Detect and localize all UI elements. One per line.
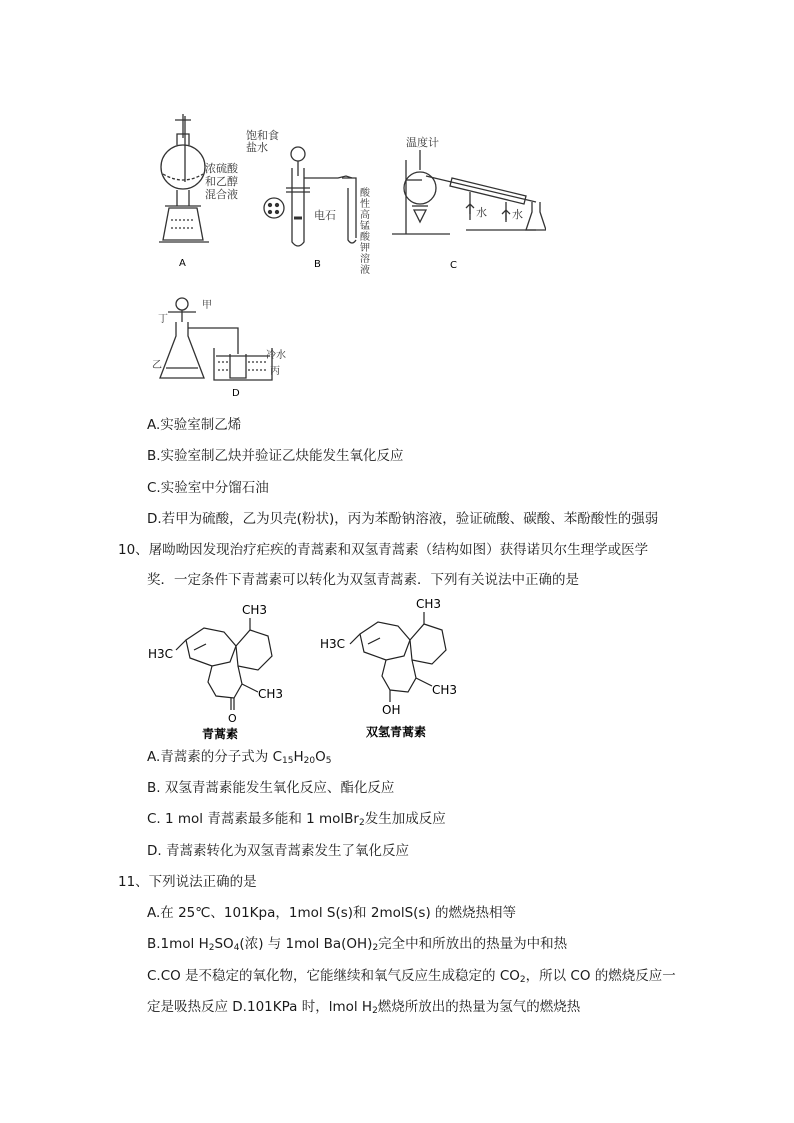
s2-oh: OH <box>382 703 401 717</box>
q11-option-a: A.在 25℃、101Kpa，1mol S(s)和 2molS(s) 的燃烧热相等 <box>147 905 517 921</box>
q10-option-c-sub: 2 <box>359 818 365 828</box>
label-c-water-2: 水 <box>512 208 523 221</box>
q11-option-b-sub1: 2 <box>208 943 215 953</box>
apparatus-figure-d <box>152 292 292 400</box>
label-d-cold-water: 冷水 <box>266 350 286 361</box>
label-a-1: 浓硫酸 <box>205 162 238 175</box>
q11-option-cd <box>147 998 580 1020</box>
q11-option-b-sub2: 4 <box>233 943 240 953</box>
s1-o-label: O <box>228 712 237 725</box>
caption-c: C <box>450 260 457 271</box>
q11-option-c-part1: C.CO 是不稳定的氧化物，它能继续和氧气反应生成稳定的 CO <box>147 968 520 984</box>
label-c-thermometer: 温度计 <box>406 136 439 149</box>
q9-option-d: D.若甲为硫酸，乙为贝壳(粉状)，丙为苯酚钠溶液，验证硫酸、碳酸、苯酚酸性的强弱 <box>147 511 659 527</box>
label-d-jia: 甲 <box>202 300 212 311</box>
q10-option-c-suffix: 发生加成反应 <box>364 811 446 827</box>
apparatus-figure-b <box>246 128 376 274</box>
q11-option-c <box>147 967 676 989</box>
q11-option-c-sub1: 2 <box>519 975 526 985</box>
s2-ch3-right: CH3 <box>432 683 458 697</box>
h-letter: H <box>293 749 304 765</box>
q11-option-cd-part2: 燃烧所放出的热量为氢气的燃烧热 <box>377 999 581 1015</box>
s1-ch3-right: CH3 <box>258 687 284 701</box>
q10-option-b: B. 双氢青蒿素能发生氧化反应、酯化反应 <box>147 780 395 796</box>
structure-dihydroartemisinin <box>318 596 468 740</box>
q10-option-a-h-sub: 20 <box>303 756 316 766</box>
label-c-water-1: 水 <box>476 206 487 219</box>
q11-option-cd-sub1: 2 <box>372 1006 378 1016</box>
o-letter: O <box>315 749 326 765</box>
label-b-top-1: 饱和食 <box>246 129 279 142</box>
label-d-yi: 乙 <box>152 360 162 371</box>
q11-option-b-part2: SO <box>214 936 234 952</box>
q10-option-a-c-sub: 15 <box>282 756 294 766</box>
q11-option-c-part2: ，所以 CO 的燃烧反应一 <box>525 968 676 984</box>
q9-option-c: C.实验室中分馏石油 <box>147 480 269 496</box>
label-b-right-2: 高锰 <box>360 210 370 232</box>
structure-artemisinin <box>146 600 296 740</box>
label-a-3: 混合液 <box>205 188 238 201</box>
s1-name: 青蒿素 <box>202 727 239 740</box>
q11-option-b-part1: B.1mol H <box>147 936 209 952</box>
s2-ch3-top: CH3 <box>416 597 442 611</box>
q11-option-b <box>147 935 567 957</box>
s2-h3c: H3C <box>320 637 346 651</box>
label-b-top-2: 盐水 <box>246 141 268 154</box>
q10-option-d: D. 青蒿素转化为双氢青蒿素发生了氧化反应 <box>147 843 409 859</box>
q11-option-cd-part1: 定是吸热反应 D.101KPa 时，lmol H <box>147 999 373 1015</box>
q10-option-a-prefix: A.青蒿素的分子式为 C <box>147 749 283 765</box>
q10-number: 10、 <box>118 542 149 558</box>
label-d-ding: 丁 <box>158 314 168 325</box>
q10-stem-line-1 <box>118 541 648 559</box>
q10-option-c-prefix: C. 1 mol 青蒿素最多能和 1 molBr <box>147 811 359 827</box>
s2-name: 双氢青蒿素 <box>366 725 427 739</box>
caption-d: D <box>232 388 240 399</box>
q10-option-a <box>147 748 331 770</box>
q11-option-b-part3: (浓) 与 1mol Ba(OH) <box>239 936 373 952</box>
caption-a: A <box>179 258 186 269</box>
label-b-right-1: 酸性 <box>360 188 370 210</box>
q10-option-c <box>147 810 446 832</box>
q11-stem: 11、下列说法正确的是 <box>118 874 257 890</box>
label-b-right-3: 酸钾 <box>360 232 370 254</box>
label-b-right-4: 溶液 <box>360 254 370 276</box>
apparatus-figure-c <box>386 130 546 274</box>
label-b-carbide: 电石 <box>314 209 336 222</box>
q9-option-a: A.实验室制乙烯 <box>147 417 242 433</box>
q9-option-b: B.实验室制乙炔并验证乙炔能发生氧化反应 <box>147 448 404 464</box>
q10-option-a-o-sub: 5 <box>325 756 332 766</box>
apparatus-figure-a <box>155 112 240 274</box>
q10-stem-line-2: 奖．一定条件下青蒿素可以转化为双氢青蒿素．下列有关说法中正确的是 <box>147 572 579 588</box>
label-d-bing: 丙 <box>270 366 280 377</box>
q11-option-b-sub3: 2 <box>372 943 379 953</box>
q11-option-b-part4: 完全中和所放出的热量为中和热 <box>378 936 568 952</box>
s1-h3c: H3C <box>148 647 174 661</box>
caption-b: B <box>314 259 321 270</box>
q10-stem-text-1: 屠呦呦因发现治疗疟疾的青蒿素和双氢青蒿素（结构如图）获得诺贝尔生理学或医学 <box>148 542 649 558</box>
label-a-2: 和乙醇 <box>205 175 238 188</box>
s1-ch3-top: CH3 <box>242 603 268 617</box>
